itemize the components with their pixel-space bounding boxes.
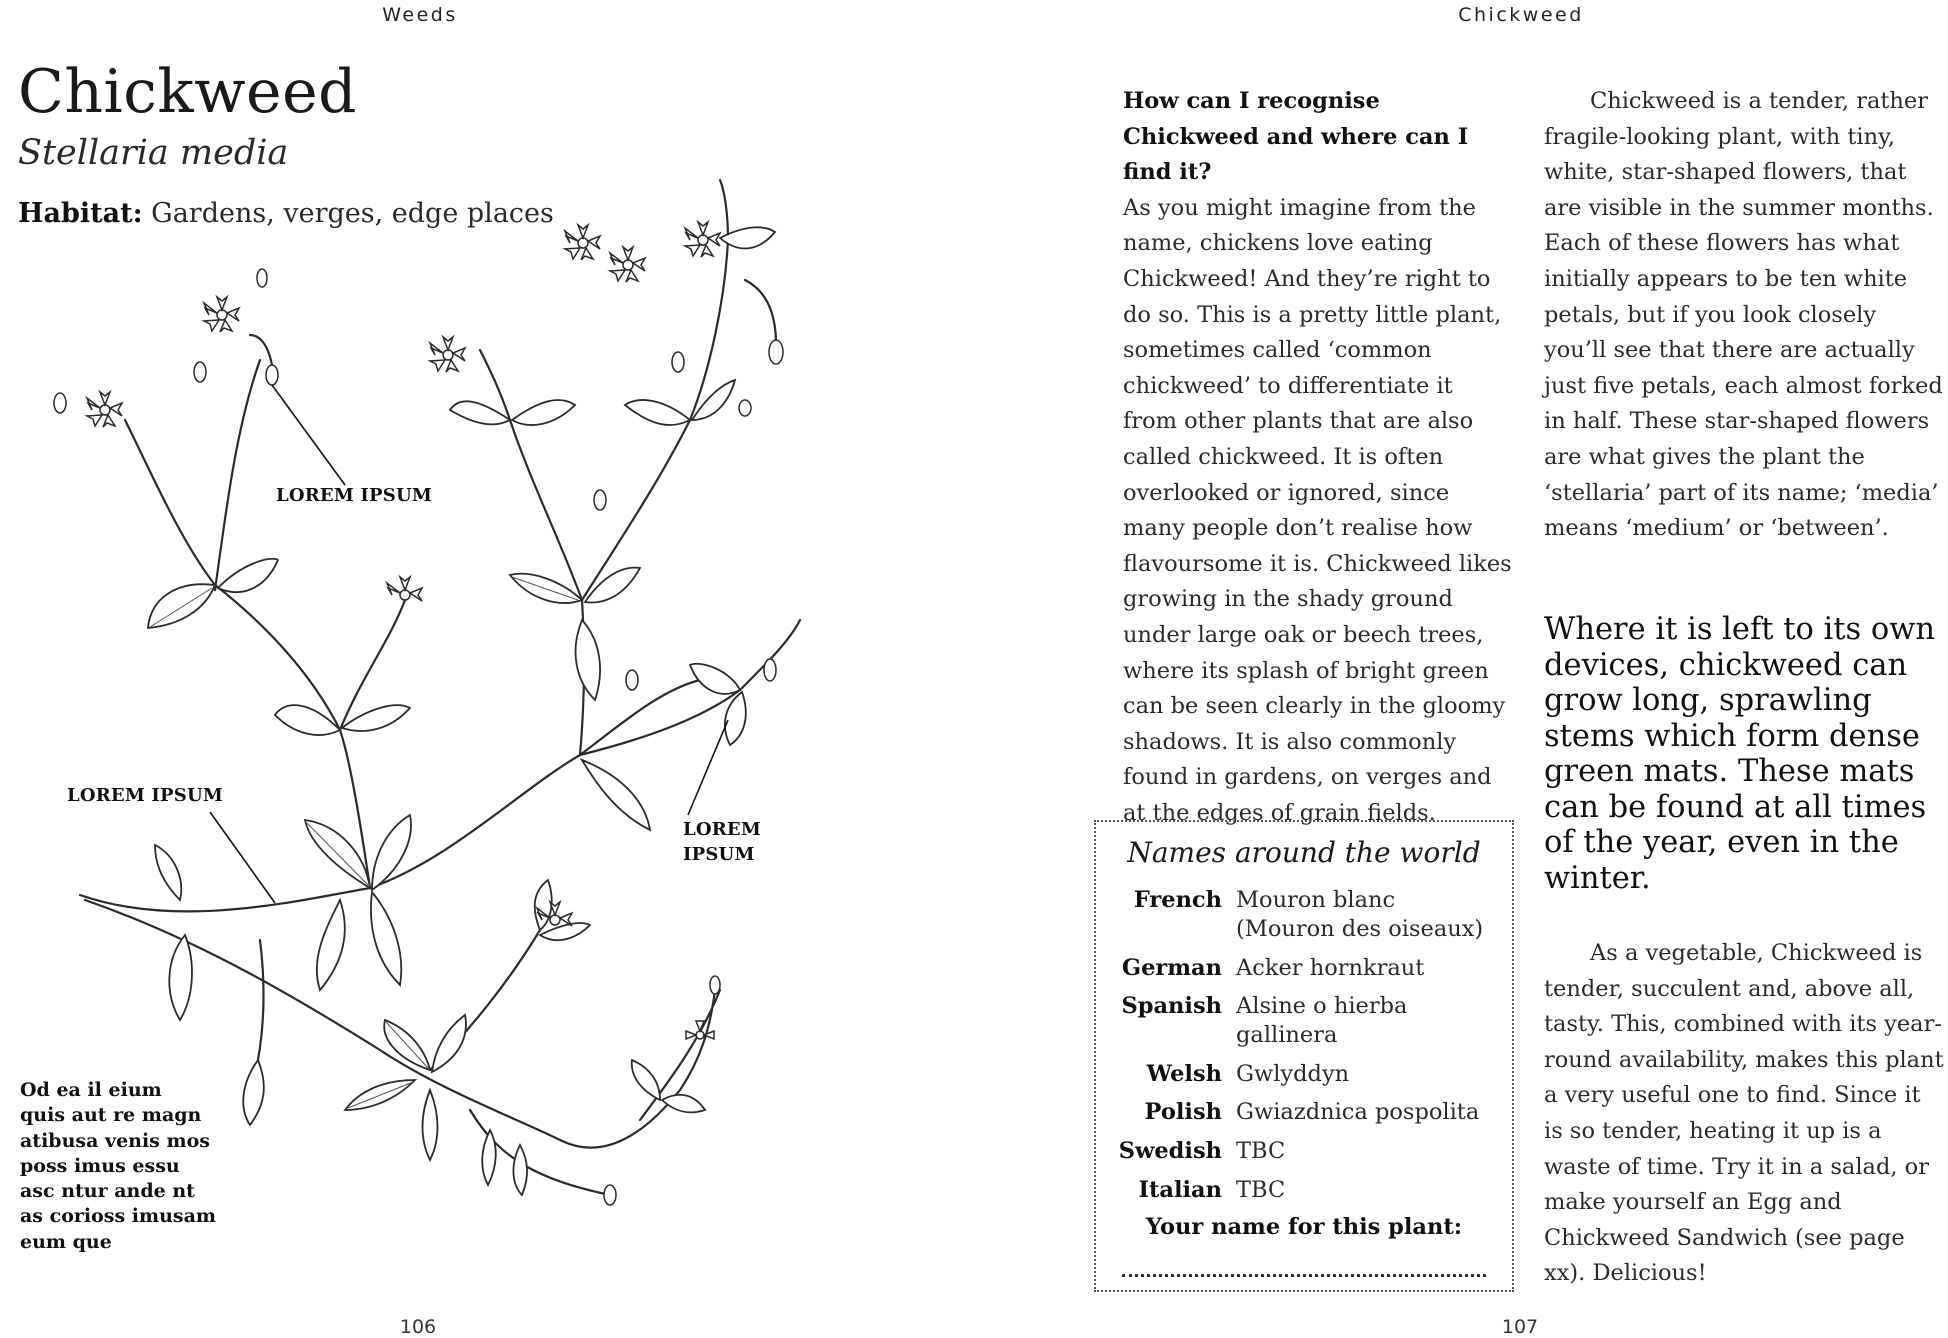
names-box-title: Names around the world: [1127, 836, 1481, 869]
language-label: Italian: [1138, 1176, 1222, 1203]
recognition-section: [1123, 84, 1513, 831]
page-title: Chickweed: [18, 57, 357, 127]
running-head-left: Weeds: [382, 4, 458, 26]
name-row-italian: [1096, 1176, 1512, 1205]
callout-label-leaf: [683, 817, 761, 867]
name-row-swedish: [1096, 1137, 1512, 1166]
name-row-polish: [1096, 1098, 1512, 1127]
callout-label-flower-bud: LOREM IPSUM: [276, 485, 432, 506]
page-number-left: 106: [399, 1316, 437, 1338]
page-number-right: 107: [1501, 1316, 1539, 1338]
name-row-welsh: [1096, 1060, 1512, 1089]
language-label: Swedish: [1118, 1137, 1222, 1164]
side-note-line: as corioss imusam: [20, 1205, 217, 1228]
language-label: French: [1133, 887, 1222, 913]
name-row-german: [1096, 954, 1512, 983]
language-label: Spanish: [1121, 993, 1222, 1020]
side-note-line: eum que: [20, 1230, 112, 1253]
section-heading: How can I recognise Chickweed and where can I find it?: [1123, 88, 1469, 186]
side-note-line: quis aut re magn: [20, 1104, 202, 1127]
running-head-right: Chickweed: [1458, 4, 1584, 26]
section-body: As you might imagine from the name, chickens love eating Chickweed! And they’re right to do so. This is a pretty little plant, sometimes called ‘common chickweed’ to differentiate it from other plants that are also called chickweed. It is often overlooked or ignored, since many people don’t realise how flavoursome it is. Chickweed likes growing in the shady ground under large oak or beech trees, where its splash of bright green can be seen clearly in the gloomy shadows. It is also commonly found in gardens, on verges and at the edges of grain fields.: [1123, 194, 1512, 826]
language-label: Welsh: [1146, 1060, 1222, 1087]
language-name: [1236, 886, 1512, 944]
side-note: [20, 1078, 230, 1255]
language-name: Gwlyddyn: [1236, 1060, 1350, 1087]
language-label: German: [1121, 954, 1222, 981]
callout-label-leaf-line-1: LOREM: [683, 819, 761, 840]
name-line: Alsine o hierba: [1236, 993, 1408, 1020]
your-name-label: Your name for this plant:: [1145, 1214, 1463, 1240]
language-name: TBC: [1236, 1137, 1286, 1164]
language-name: [1236, 992, 1512, 1050]
side-note-line: atibusa venis mos: [20, 1129, 210, 1152]
side-note-line: asc ntur ande nt: [20, 1180, 195, 1203]
callout-label-stem: LOREM IPSUM: [67, 785, 223, 806]
latin-name: Stellaria media: [18, 133, 289, 173]
name-line: Mouron blanc: [1236, 887, 1396, 913]
pull-quote: Where it is left to its own devices, chickweed can grow long, sprawling stems which form dense green mats. These mats can be found at all times of the year, even in the winter.: [1544, 612, 1936, 896]
habitat-label: Habitat:: [18, 198, 143, 229]
names-list: [1096, 886, 1512, 1214]
callout-label-leaf-line-2: IPSUM: [683, 844, 755, 865]
language-name: Acker hornkraut: [1236, 954, 1425, 981]
vegetable-paragraph: As a vegetable, Chickweed is tender, succulent and, above all, tasty. This, combined with its year-round availability, makes this plant a very useful one to find. Since it is so tender, heating it up is a waste of time. Try it in a salad, or make yourself an Egg and Chickweed Sandwich (see page xx). Delicious!: [1544, 940, 1944, 1287]
side-note-line: poss imus essu: [20, 1154, 180, 1177]
language-name: Gwiazdnica pospolita: [1236, 1099, 1480, 1126]
name-line: (Mouron des oiseaux): [1236, 916, 1484, 942]
names-around-the-world-box: [1094, 820, 1514, 1292]
your-name-write-in-line[interactable]: [1122, 1274, 1486, 1277]
habitat-value: Gardens, verges, edge places: [142, 198, 554, 229]
name-line: gallinera: [1236, 1022, 1338, 1049]
description-paragraph: Chickweed is a tender, rather fragile-looking plant, with tiny, white, star-shaped flowers, that are visible in the summer months. Each of these flowers has what initially appears to be ten white petals, but if you look closely you’ll see that there are actually just five petals, each almost forked in half. These star-shaped flowers are what gives the plant the ‘stellaria’ part of its name; ‘media’ means ‘medium’ or ‘between’.: [1544, 88, 1943, 542]
name-row-french: [1096, 886, 1512, 944]
side-note-line: Od ea il eium: [20, 1079, 162, 1101]
language-name: TBC: [1236, 1176, 1286, 1203]
language-label: Polish: [1144, 1099, 1222, 1126]
name-row-spanish: [1096, 992, 1512, 1050]
